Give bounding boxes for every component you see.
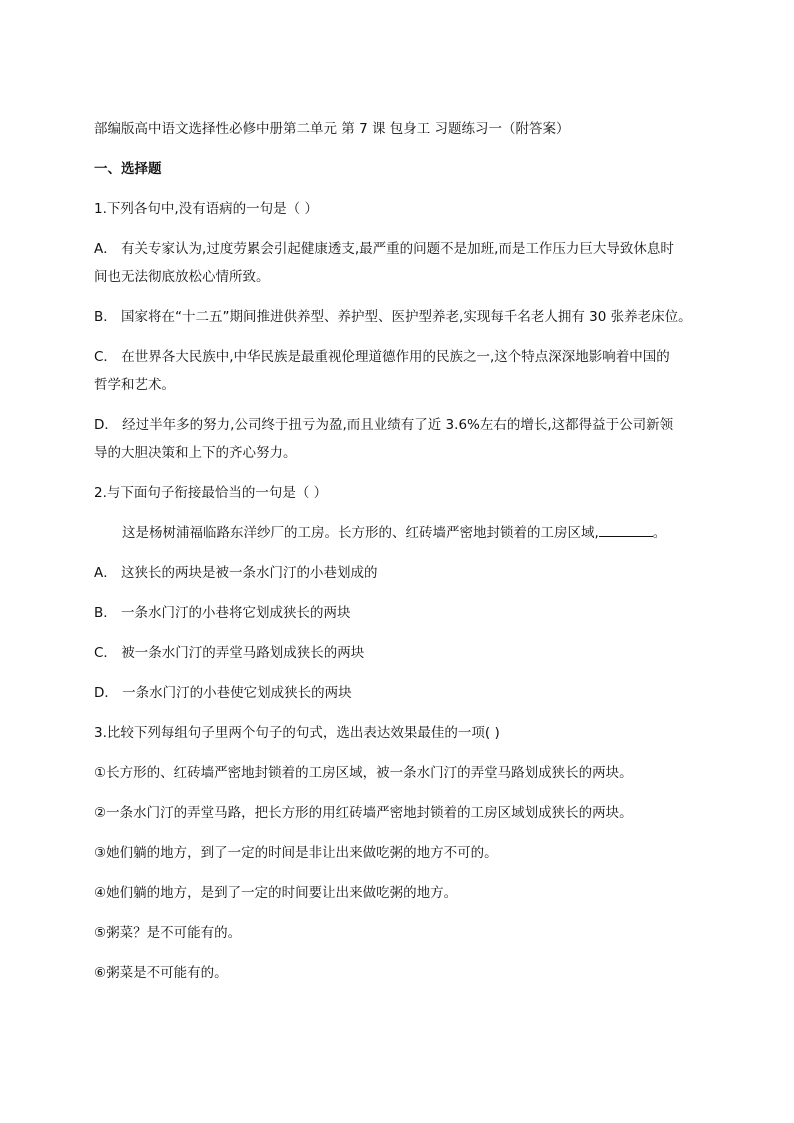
question-2-passage-text: 这是杨树浦福临路东洋纱厂的工房。长方形的、红砖墙严密地封锁着的工房区域, (122, 525, 599, 541)
question-3-sentence-1: ①长方形的、红砖墙严密地封锁着的工房区域，被一条水门汀的弄堂马路划成狭长的两块。 (94, 765, 633, 781)
question-1-option-b: B． 国家将在“十二五”期间推进供养型、养护型、医护型养老,实现每千名老人拥有 30 张养老床位。 (94, 309, 692, 325)
question-1-option-a: A． 有关专家认为,过度劳累会引起健康透支,最严重的问题不是加班,而是工作压力巨大导致休息时 (94, 241, 674, 257)
question-2-option-b: B． 一条水门汀的小巷将它划成狭长的两块 (94, 605, 351, 621)
question-3-sentence-2: ②一条水门汀的弄堂马路，把长方形的用红砖墙严密地封锁着的工房区域划成狭长的两块。 (94, 805, 633, 821)
section-heading: 一、选择题 (94, 161, 162, 177)
question-1-option-d-continued: 导的大胆决策和上下的齐心努力。 (94, 445, 297, 461)
question-1-stem: 1.下列各句中,没有语病的一句是（ ） (94, 201, 318, 217)
answer-blank (599, 522, 653, 537)
question-2-option-a: A． 这狭长的两块是被一条水门汀的小巷划成的 (94, 565, 378, 581)
question-2-option-d: D． 一条水门汀的小巷使它划成狭长的两块 (94, 685, 352, 701)
document-content (94, 115, 714, 999)
document-title: 部编版高中语文选择性必修中册第二单元 第 7 课 包身工 习题练习一（附答案） (94, 121, 570, 137)
question-3-sentence-3: ③她们躺的地方，到了一定的时间是非让出来做吃粥的地方不可的。 (94, 845, 498, 861)
question-3-sentence-4: ④她们躺的地方，是到了一定的时间要让出来做吃粥的地方。 (94, 885, 458, 901)
question-3-stem: 3.比较下列每组句子里两个句子的句式，选出表达效果最佳的一项( ) (94, 725, 500, 741)
question-3-sentence-5: ⑤粥菜？是不可能有的。 (94, 925, 242, 941)
question-2-option-c: C． 被一条水门汀的弄堂马路划成狭长的两块 (94, 645, 365, 661)
question-1-option-c: C． 在世界各大民族中,中华民族是最重视伦理道德作用的民族之一,这个特点深深地影响着中国的 (94, 349, 670, 365)
question-2-stem: 2.与下面句子衔接最恰当的一句是（ ） (94, 485, 328, 501)
question-1-option-d: D． 经过半年多的努力,公司终于扭亏为盈,而且业绩有了近 3.6%左右的增长,这都得益于公司新领 (94, 417, 674, 433)
question-2-passage-end: 。 (652, 525, 667, 541)
question-3-sentence-6: ⑥粥菜是不可能有的。 (94, 965, 228, 981)
question-2-passage (94, 519, 714, 547)
question-1-option-a-continued: 间也无法彻底放松心情所致。 (94, 269, 270, 285)
question-1-option-c-continued: 哲学和艺术。 (94, 377, 175, 393)
